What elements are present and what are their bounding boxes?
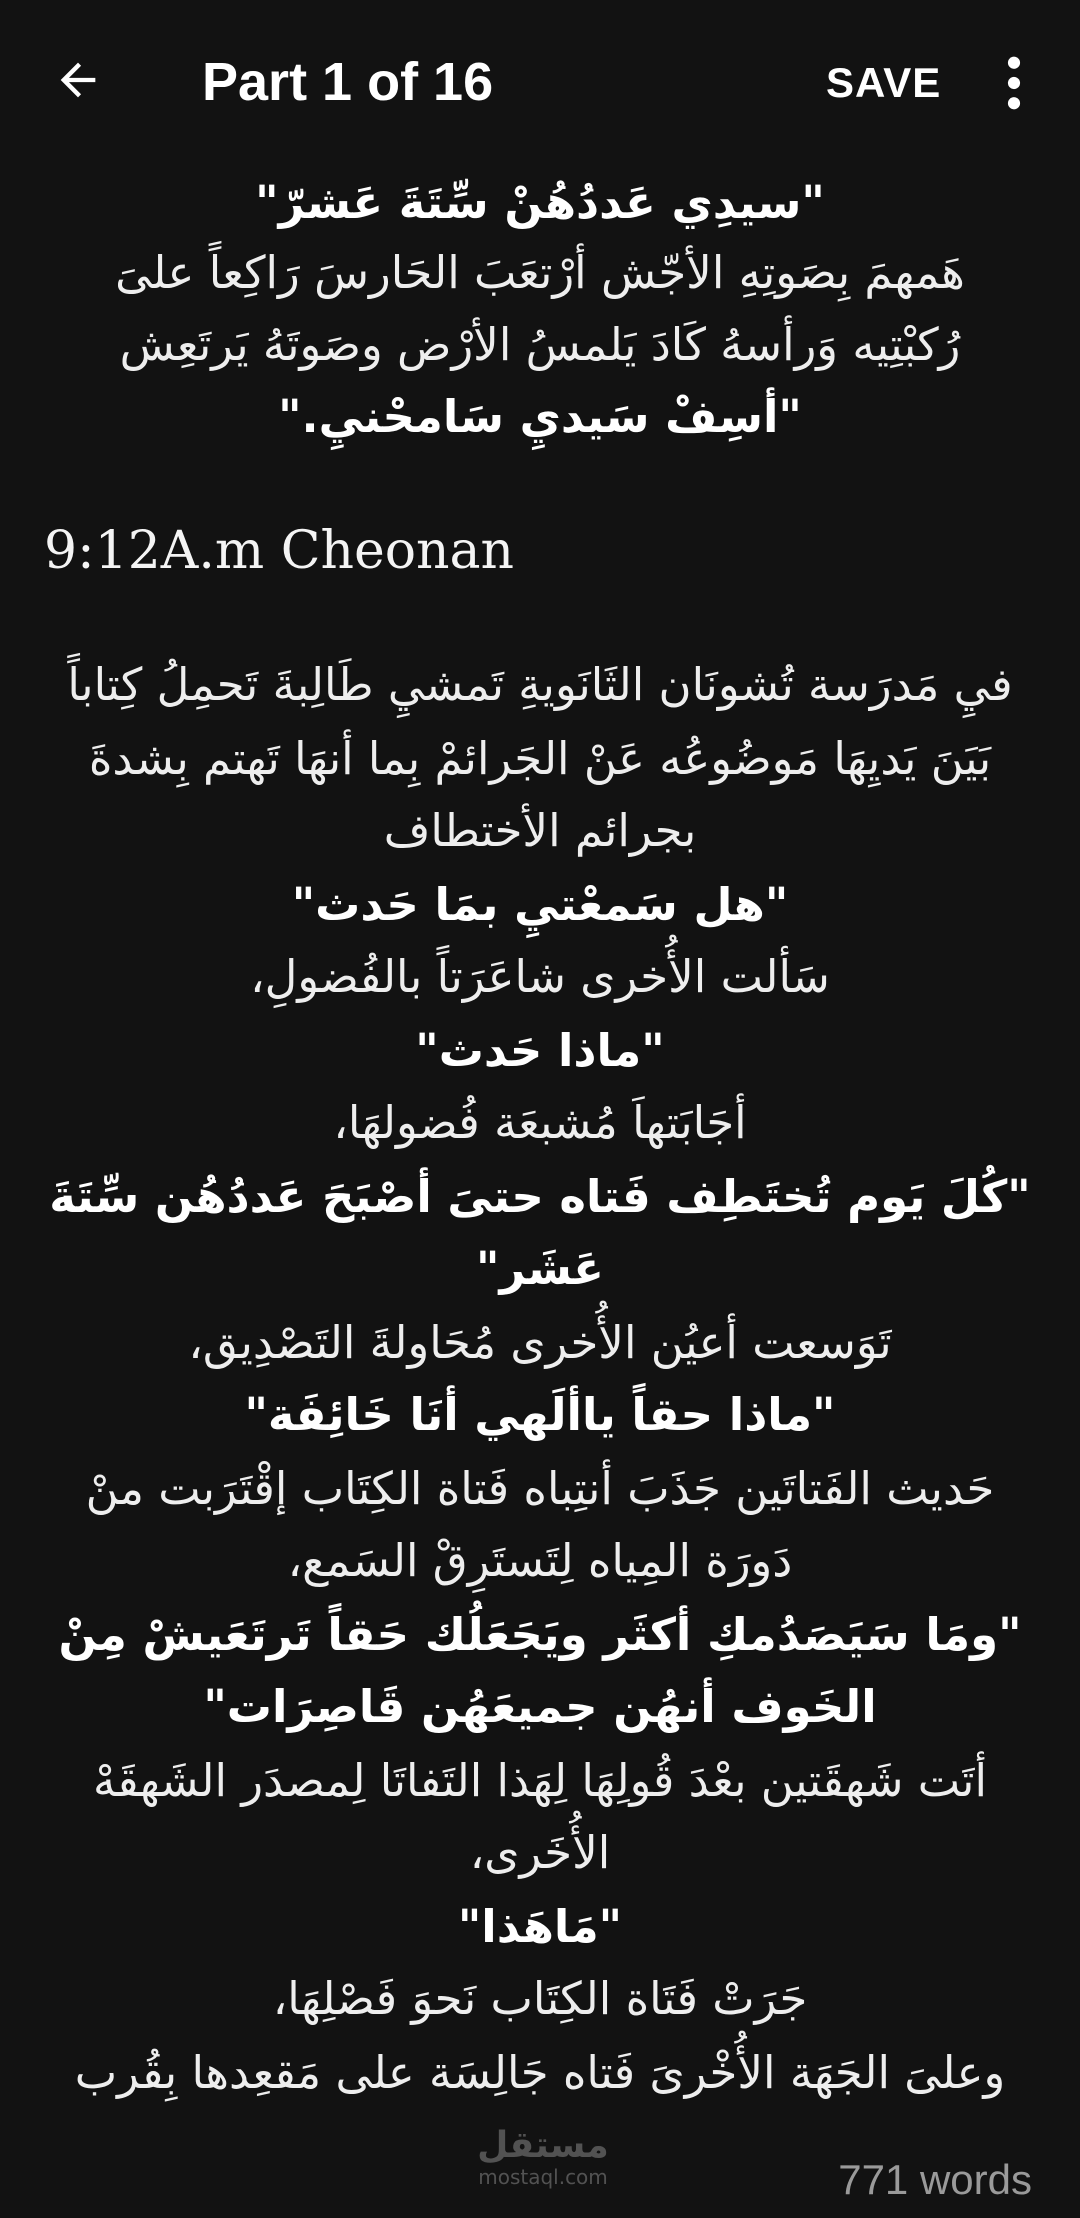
story-line: وعلىَ الجَهَة الأُخْرىَ فَتاه جَالِسَة على مَقعِدها بِقُرب [74, 2046, 1006, 2099]
story-line: رُكبْتِيه وَرأسهُ كَادَ يَلمسُ الأرْض وصَوتَهُ يَرتَعِش [119, 318, 961, 371]
story-line: "أسِفْ سَيديِ سَامحْنيِ." [278, 390, 802, 443]
watermark-latin: mostaql.com [478, 2165, 608, 2189]
story-editor[interactable] [0, 168, 1080, 2118]
back-button[interactable] [44, 46, 112, 114]
story-line: تَوَسعت أعيُن الأُخرى مُحَاولةَ التَصْدِيق، [188, 1316, 892, 1369]
save-button[interactable]: SAVE [826, 59, 942, 106]
watermark-logo [468, 2126, 618, 2188]
story-line: حَديث الفَتاتَين جَذَبَ أنتِباه فَتاة الكِتَاب إقْتَرَبت منْ [85, 1462, 995, 1515]
story-line: سَألت الأُخرى شاعَرَتاً بالفُضولِ، [250, 950, 830, 1003]
scene-heading: 9:12A.m Cheonan [44, 521, 515, 581]
story-line: الأُخَرى، [469, 1826, 611, 1879]
story-line: بَيَنَ يَديِهَا مَوضُوعُه عَنْ الجَرائمْ بِما أنهَا تَهتم بِشدةَ [88, 732, 992, 785]
more-options-button[interactable] [992, 48, 1036, 118]
watermark-arabic: مستقل [477, 2125, 609, 2166]
page-title: Part 1 of 16 [202, 52, 494, 112]
story-line: "ماذا حقاً ياألَهي أنَا خَائِفَة" [244, 1388, 836, 1441]
app-bar [0, 0, 1080, 168]
story-line: دَورَة المِياه لِتَستَرِقْ السَمع، [287, 1534, 793, 1587]
story-line: جَرَتْ فَتَاة الكِتَاب نَحوَ فَصْلِهَا، [272, 1972, 808, 2025]
story-line: "سيدِي عَددُهُنْ سِّتَةَ عَشرّ" [255, 176, 825, 229]
story-line: أجَابَتهاَ مُشبعَة فُضولهَا، [333, 1096, 747, 1149]
story-line: "ومَا سَيَصَدُمكِ أكثَر ويَجَعَلُك حَقاً تَرتَعَيشْ مِنْ [58, 1608, 1022, 1661]
story-line: "مَاهَذا" [457, 1900, 623, 1953]
story-line: "كُلَ يَوم تُختَطِف فَتاه حتىَ أصْبَحَ عَددُهُن سِّتَةَ [49, 1170, 1031, 1223]
story-line: "ماذا حَدث" [415, 1024, 665, 1077]
story-line: "هل سَمعْتيِ بمَا حَدث" [291, 878, 789, 931]
more-vertical-icon [1007, 56, 1021, 110]
word-count: 771 words [838, 2156, 1032, 2203]
story-line: بجرائم الأختطاف [383, 804, 697, 857]
story-line: عَشَر" [476, 1242, 604, 1295]
story-line: هَمهمَ بِصَوتِهِ الأجّش أرْتعَبَ الحَارسَ رَاكِعاً علىَ [115, 246, 965, 299]
story-line: أتَت شَهقَتين بعْدَ قُولِهَا لِهَذا التَفاتَا لِمصدَر الشَهقَهْ [93, 1754, 987, 1807]
story-line: فيِ مَدرَسة تُشونَان الثَانَويةِ تَمشيِ طَالِبةَ تَحمِلُ كِتاباً [67, 658, 1013, 711]
story-line: الخَوف أنهُن جميعَهُن قَاصِرَات" [203, 1680, 877, 1733]
arrow-left-icon [52, 54, 104, 106]
